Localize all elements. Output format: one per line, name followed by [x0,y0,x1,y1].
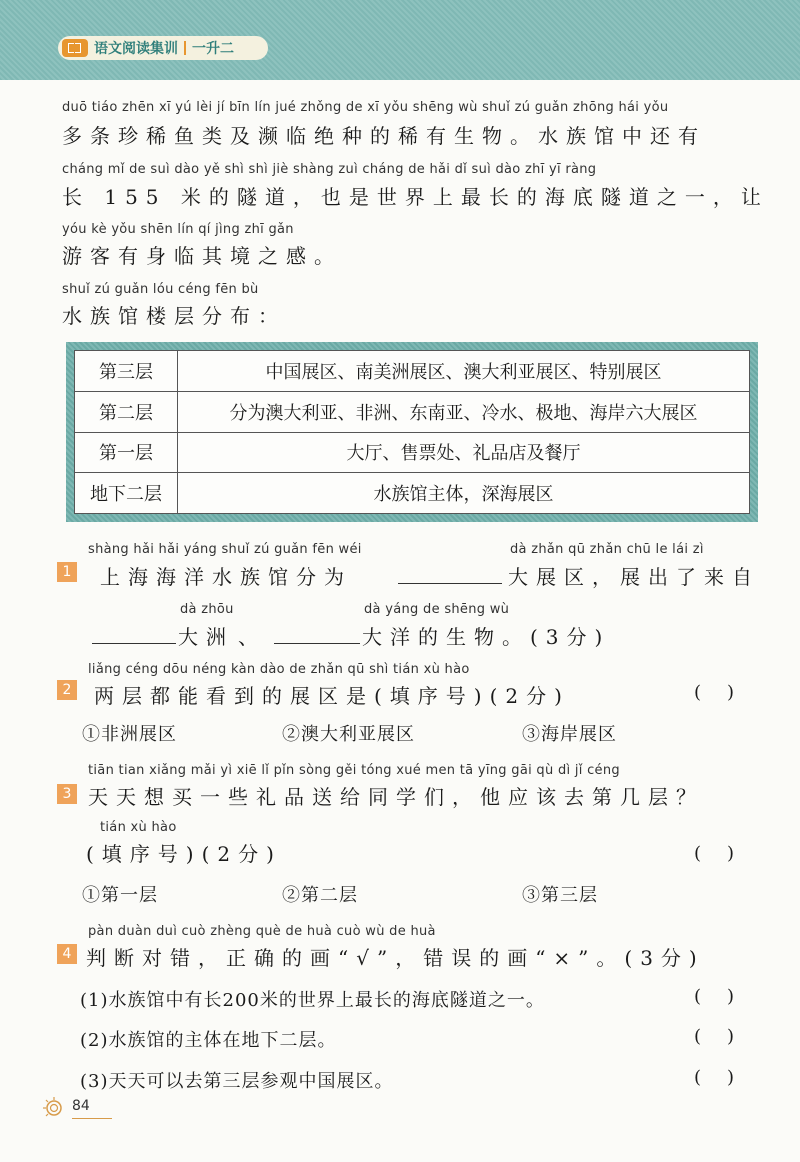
q3-option-3: ③第三层 [522,885,598,906]
q2-option-2: ②澳大利亚展区 [282,724,415,745]
q2-answer-paren[interactable]: () [694,682,761,703]
series-title: 语文阅读集训 [94,41,178,57]
floor-cell: 地下二层 [75,473,178,514]
q1-blank-3[interactable] [274,642,360,644]
question-4-number: 4 [57,944,77,964]
q1-text-a: 上海海洋水族馆分为 [100,565,352,589]
q2-option-1: ①非洲展区 [82,724,177,745]
passage-text-1: 多条珍稀鱼类及濒临绝种的稀有生物。水族馆中还有 [62,124,706,148]
q4-text: 判断对错，正确的画“√”，错误的画“×”。(3分) [86,946,705,970]
series-separator [184,41,186,55]
sun-spiral-icon [42,1096,66,1120]
q2-pinyin: liǎng céng dōu néng kàn dào de zhǎn qū shì tián xù hào [88,662,470,677]
q4-item-3-paren[interactable]: () [694,1067,761,1088]
series-grade: 一升二 [192,41,234,57]
q3-option-2: ②第二层 [282,885,358,906]
page-number: 84 [72,1098,90,1114]
question-3-number: 3 [57,784,77,804]
q1-text-b: 大展区，展出了来自 [508,565,760,589]
q1-text-c: 大洲 [178,625,234,649]
q2-text: 两层都能看到的展区是(填序号)(2分) [94,684,570,708]
table-row [75,391,750,432]
q1-blank-2[interactable] [92,642,176,644]
q4-item-1-paren[interactable]: () [694,986,761,1007]
passage-text-2: 长 155 米的隧道，也是世界上最长的海底隧道之一，让 [62,185,769,209]
q3-pinyin: tiān tian xiǎng mǎi yì xiē lǐ pǐn sòng gěi tóng xué men tā yīng gāi qù dì jǐ céng [88,763,620,778]
floor-cell: 第三层 [75,351,178,392]
floor-cell: 第二层 [75,391,178,432]
q4-pinyin: pàn duàn duì cuò zhèng què de huà cuò wù de huà [88,924,436,939]
footer-divider [72,1118,112,1119]
content-cell: 中国展区、南美洲展区、澳大利亚展区、特别展区 [178,351,750,392]
content-cell: 分为澳大利亚、非洲、东南亚、冷水、极地、海岸六大展区 [178,391,750,432]
passage-pinyin-4: shuǐ zú guǎn lóu céng fēn bù [62,282,259,297]
q3-pinyin-2: tián xù hào [100,820,177,835]
q4-item-2-paren[interactable]: () [694,1026,761,1047]
series-badge [58,36,268,60]
q1-pinyin-d: dà yáng de shēng wù [364,602,510,617]
passage-pinyin-2: cháng mǐ de suì dào yě shì shì jiè shàng zuì cháng de hǎi dǐ suì dào zhī yī ràng [62,162,597,177]
q4-item-2: (2)水族馆的主体在地下二层。 [80,1030,337,1051]
content-cell: 大厅、售票处、礼品店及餐厅 [178,432,750,473]
q1-pinyin-b: dà zhǎn qū zhǎn chū le lái zì [510,542,704,557]
passage-pinyin-3: yóu kè yǒu shēn lín qí jìng zhī gǎn [62,222,294,237]
question-2-number: 2 [57,680,77,700]
q1-text-d: 大洋的生物。(3分) [362,625,611,649]
q3-text-2: (填序号)(2分) [86,842,282,866]
q1-pinyin-a: shàng hǎi hǎi yáng shuǐ zú guǎn fēn wéi [88,542,362,557]
q1-pinyin-c: dà zhōu [180,602,234,617]
page-header [0,0,800,80]
q1-text-sep: 、 [238,625,266,649]
passage-text-4: 水族馆楼层分布： [62,304,286,328]
q4-item-1: (1)水族馆中有长200米的世界上最长的海底隧道之一。 [80,990,545,1011]
table-row [75,432,750,473]
q4-item-3: (3)天天可以去第三层参观中国展区。 [80,1071,394,1092]
q2-option-3: ③海岸展区 [522,724,617,745]
content-cell: 水族馆主体，深海展区 [178,473,750,514]
book-icon [62,39,88,57]
q3-answer-paren[interactable]: () [694,843,761,864]
floor-table-frame [66,342,758,522]
floor-table [74,350,750,514]
q1-blank-1[interactable] [398,582,502,584]
table-row [75,473,750,514]
passage-pinyin-1: duō tiáo zhēn xī yú lèi jí bīn lín jué zhǒng de xī yǒu shēng wù shuǐ zú guǎn zhōng hái yǒu [62,100,669,115]
q3-text: 天天想买一些礼品送给同学们，他应该去第几层？ [88,785,704,809]
q3-option-1: ①第一层 [82,885,158,906]
question-1-number: 1 [57,562,77,582]
floor-cell: 第一层 [75,432,178,473]
passage-text-3: 游客有身临其境之感。 [62,244,342,268]
table-row [75,351,750,392]
